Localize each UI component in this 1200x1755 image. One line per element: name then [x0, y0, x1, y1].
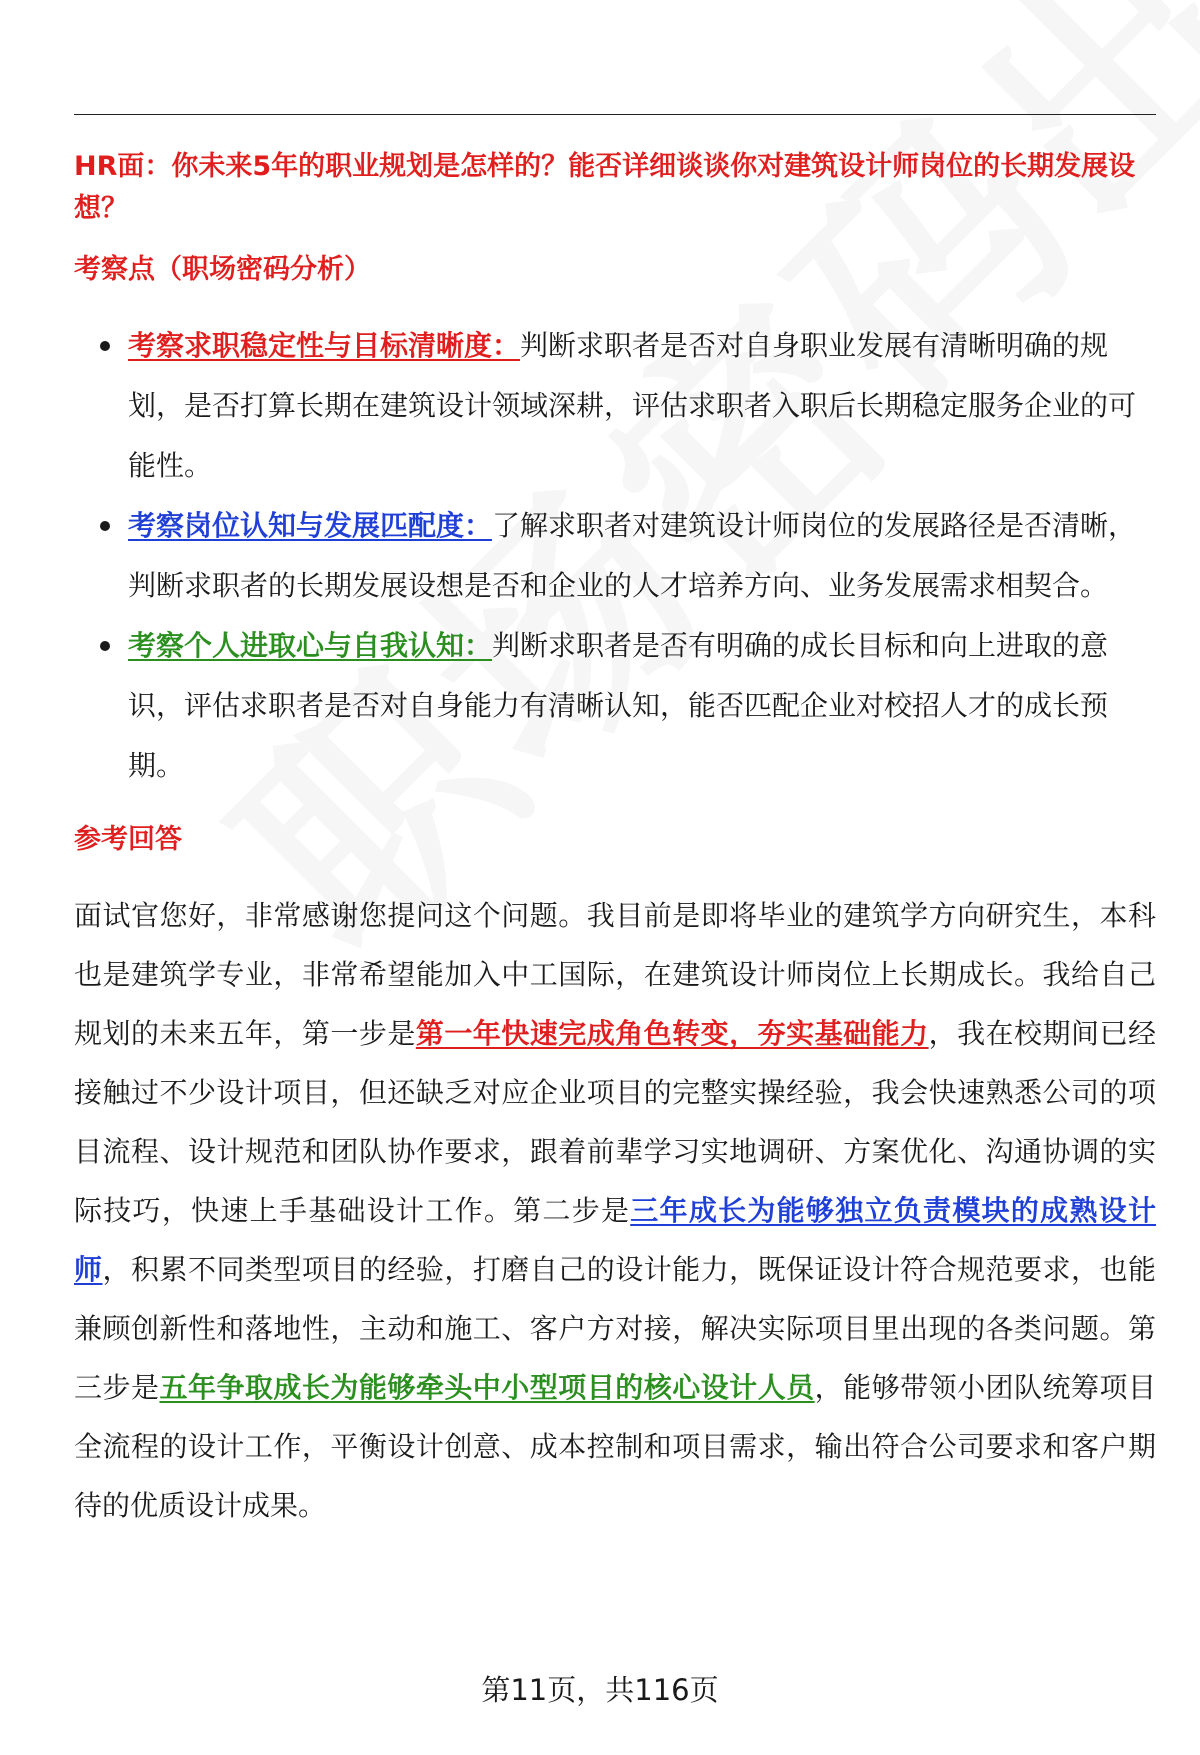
answer-text: 面试官您好，非常感谢您提问这个问题。我目前是即将毕业的建筑学方向研究生，本科也是建筑学专业，非常希望能加入中工国际，在建筑设计师岗位上长期成长。我给自己规划的未来五年，第一步是 [74, 899, 1156, 1050]
answer-highlight-step1: 第一年快速完成角色转变，夯实基础能力 [415, 1017, 929, 1050]
point-title: 考察求职稳定性与目标清晰度： [128, 329, 521, 362]
top-divider [74, 114, 1156, 115]
answer-text: ，我在校期间已经接触过不少设计项目，但还缺乏对应企业项目的完整实操经验，我会快速熟悉公司的项目流程、设计规范和团队协作要求，跟着前辈学习实地调研、方案优化、沟通协调的实际技巧，快速上手基础设计工作。第二步是 [74, 1017, 1156, 1227]
point-text: 了解求职者对建筑设计师岗位的发展路径是否清晰，判断求职者的长期发展设想是否和企业的人才培养方向、业务发展需求相契合。 [128, 509, 1137, 602]
answer-paragraph [74, 886, 1156, 1535]
answer-text: ，积累不同类型项目的经验，打磨自己的设计能力，既保证设计符合规范要求，也能兼顾创新性和落地性，主动和施工、客户方对接，解决实际项目里出现的各类问题。第三步是 [74, 1253, 1156, 1404]
page-number: 第11页，共116页 [481, 1673, 719, 1707]
point-title: 考察岗位认知与发展匹配度： [128, 509, 493, 542]
point-text: 判断求职者是否对自身职业发展有清晰明确的规划，是否打算长期在建筑设计领域深耕，评估求职者入职后长期稳定服务企业的可能性。 [128, 329, 1137, 482]
bullet-icon [100, 641, 110, 651]
list-item [74, 616, 1156, 796]
bullet-icon [100, 341, 110, 351]
page-content [74, 146, 1156, 1535]
answer-highlight-step2: 三年成长为能够独立负责模块的成熟设计师 [74, 1194, 1156, 1286]
points-list [74, 316, 1156, 796]
list-item [74, 316, 1156, 496]
answer-heading: 参考回答 [74, 824, 182, 855]
answer-text: ，能够带领小团队统筹项目全流程的设计工作，平衡设计创意、成本控制和项目需求，输出符合公司要求和客户期待的优质设计成果。 [74, 1371, 1156, 1522]
list-item [74, 496, 1156, 616]
question-heading: HR面：你未来5年的职业规划是怎样的？能否详细谈谈你对建筑设计师岗位的长期发展设想？ [74, 151, 1136, 224]
answer-highlight-step3: 五年争取成长为能够牵头中小型项目的核心设计人员 [159, 1371, 815, 1404]
points-heading: 考察点（职场密码分析） [74, 254, 371, 285]
point-text: 判断求职者是否有明确的成长目标和向上进取的意识，评估求职者是否对自身能力有清晰认知，能否匹配企业对校招人才的成长预期。 [128, 629, 1109, 782]
bullet-icon [100, 521, 110, 531]
point-title: 考察个人进取心与自我认知： [128, 629, 493, 662]
